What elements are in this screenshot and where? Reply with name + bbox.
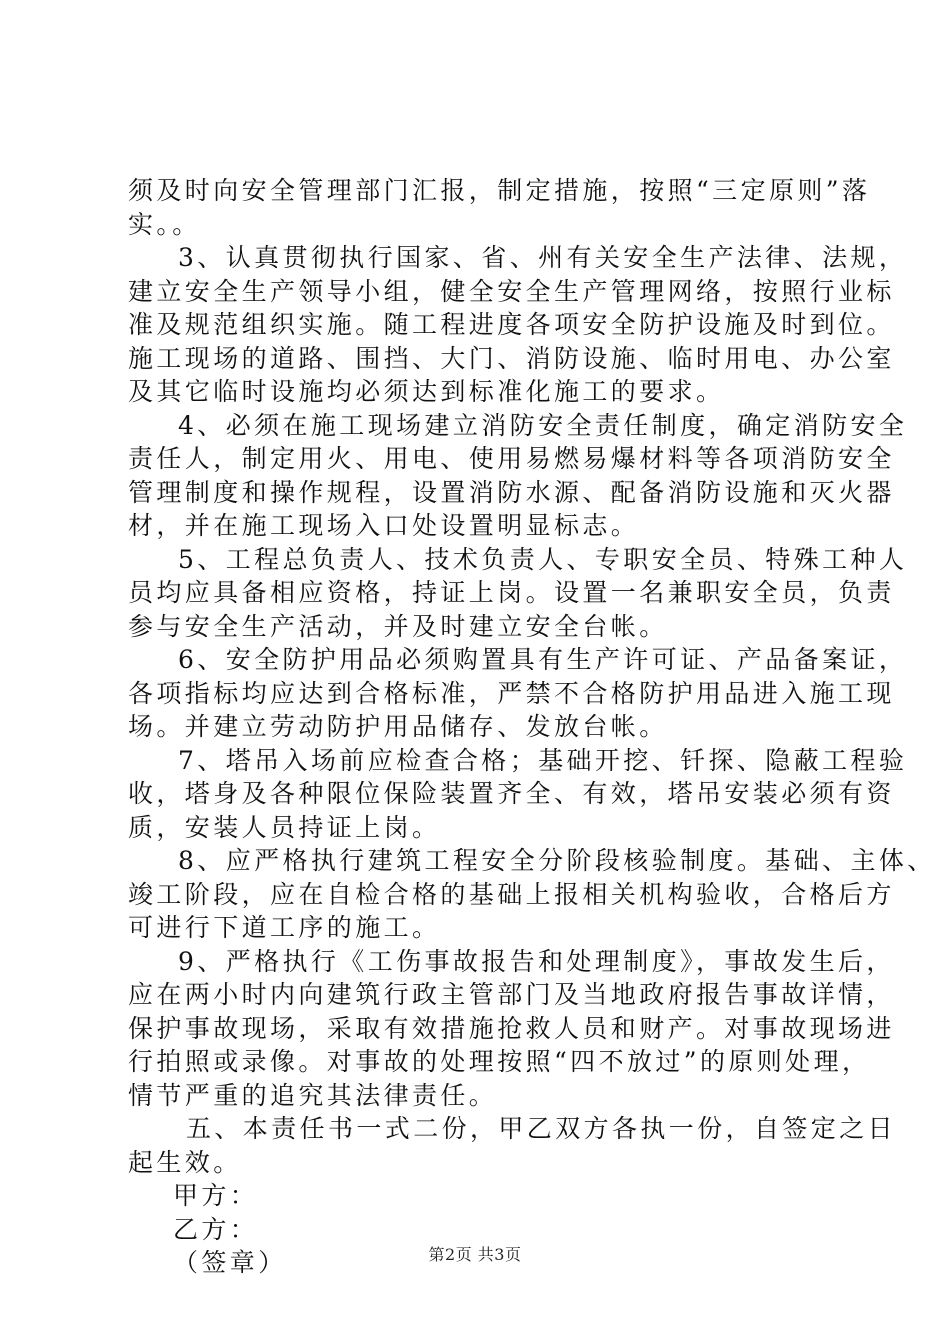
text-line: 起生效。: [128, 1147, 242, 1177]
party-a-label: 甲方：: [173, 1181, 259, 1210]
text-line: 参与安全生产活动，并及时建立安全台帐。: [128, 611, 668, 641]
text-line: 应在两小时内向建筑行政主管部门及当地政府报告事故详情，: [128, 980, 895, 1009]
text-line: 竣工阶段，应在自检合格的基础上报相关机构验收，合格后方: [128, 879, 895, 909]
clause-9-first-line: 9、严格执行《工伤事故报告和处理制度》，事故发生后，: [178, 946, 895, 976]
text-line: 建立安全生产领导小组，健全安全生产管理网络，按照行业标: [128, 276, 895, 306]
text-line: 可进行下道工序的施工。: [128, 913, 441, 942]
text-line: 各项指标均应达到合格标准，严禁不合格防护用品进入施工现: [128, 678, 895, 708]
clause-4-first-line: 4、必须在施工现场建立消防安全责任制度，确定消防安全: [178, 410, 908, 440]
seal-label: （签章）: [173, 1248, 287, 1277]
clause-6-first-line: 6、安全防护用品必须购置具有生产许可证、产品备案证，: [178, 645, 908, 674]
text-line: 责任人，制定用火、用电、使用易燃易爆材料等各项消防安全: [128, 444, 895, 473]
clause-8-first-line: 8、应严格执行建筑工程安全分阶段核验制度。基础、主体、: [178, 846, 936, 875]
text-line: 施工现场的道路、围挡、大门、消防设施、临时用电、办公室: [128, 343, 895, 373]
text-line: 行拍照或录像。对事故的处理按照“四不放过”的原则处理，: [128, 1047, 871, 1076]
document-body: [128, 174, 936, 1280]
text-line: 情节严重的追究其法律责任。: [128, 1080, 498, 1110]
text-line: 及其它临时设施均必须达到标准化施工的要求。: [128, 377, 725, 406]
text-line: 员均应具备相应资格，持证上岗。设置一名兼职安全员，负责: [128, 578, 895, 607]
section-5-first-line: 五、本责任书一式二份，甲乙双方各执一份，自签定之日: [186, 1114, 897, 1143]
text-line: 实。。: [128, 209, 201, 239]
text-line: 管理制度和操作规程，设置消防水源、配备消防设施和灭火器: [128, 477, 895, 507]
clause-3-first-line: 3、认真贯彻执行国家、省、州有关安全生产法律、法规，: [178, 243, 908, 272]
party-b-label: 乙方：: [173, 1214, 259, 1244]
text-line: 场。并建立劳动防护用品储存、发放台帐。: [128, 712, 668, 741]
text-line: 须及时向安全管理部门汇报，制定措施，按照“三定原则”落: [128, 176, 871, 205]
text-line: 保护事故现场，采取有效措施抢救人员和财产。对事故现场进: [128, 1013, 895, 1043]
text-line: 材，并在施工现场入口处设置明显标志。: [128, 511, 640, 540]
text-line: 质，安装人员持证上岗。: [128, 812, 441, 842]
text-line: 准及规范组织实施。随工程进度各项安全防护设施及时到位。: [128, 310, 895, 339]
clause-5-first-line: 5、工程总负责人、技术负责人、专职安全员、特殊工种人: [178, 544, 908, 574]
page-number: 第2页 共3页: [428, 1245, 522, 1264]
clause-7-first-line: 7、塔吊入场前应检查合格；基础开挖、钎探、隐蔽工程验: [178, 745, 908, 775]
text-line: 收，塔身及各种限位保险装置齐全、有效，塔吊安装必须有资: [128, 779, 895, 808]
